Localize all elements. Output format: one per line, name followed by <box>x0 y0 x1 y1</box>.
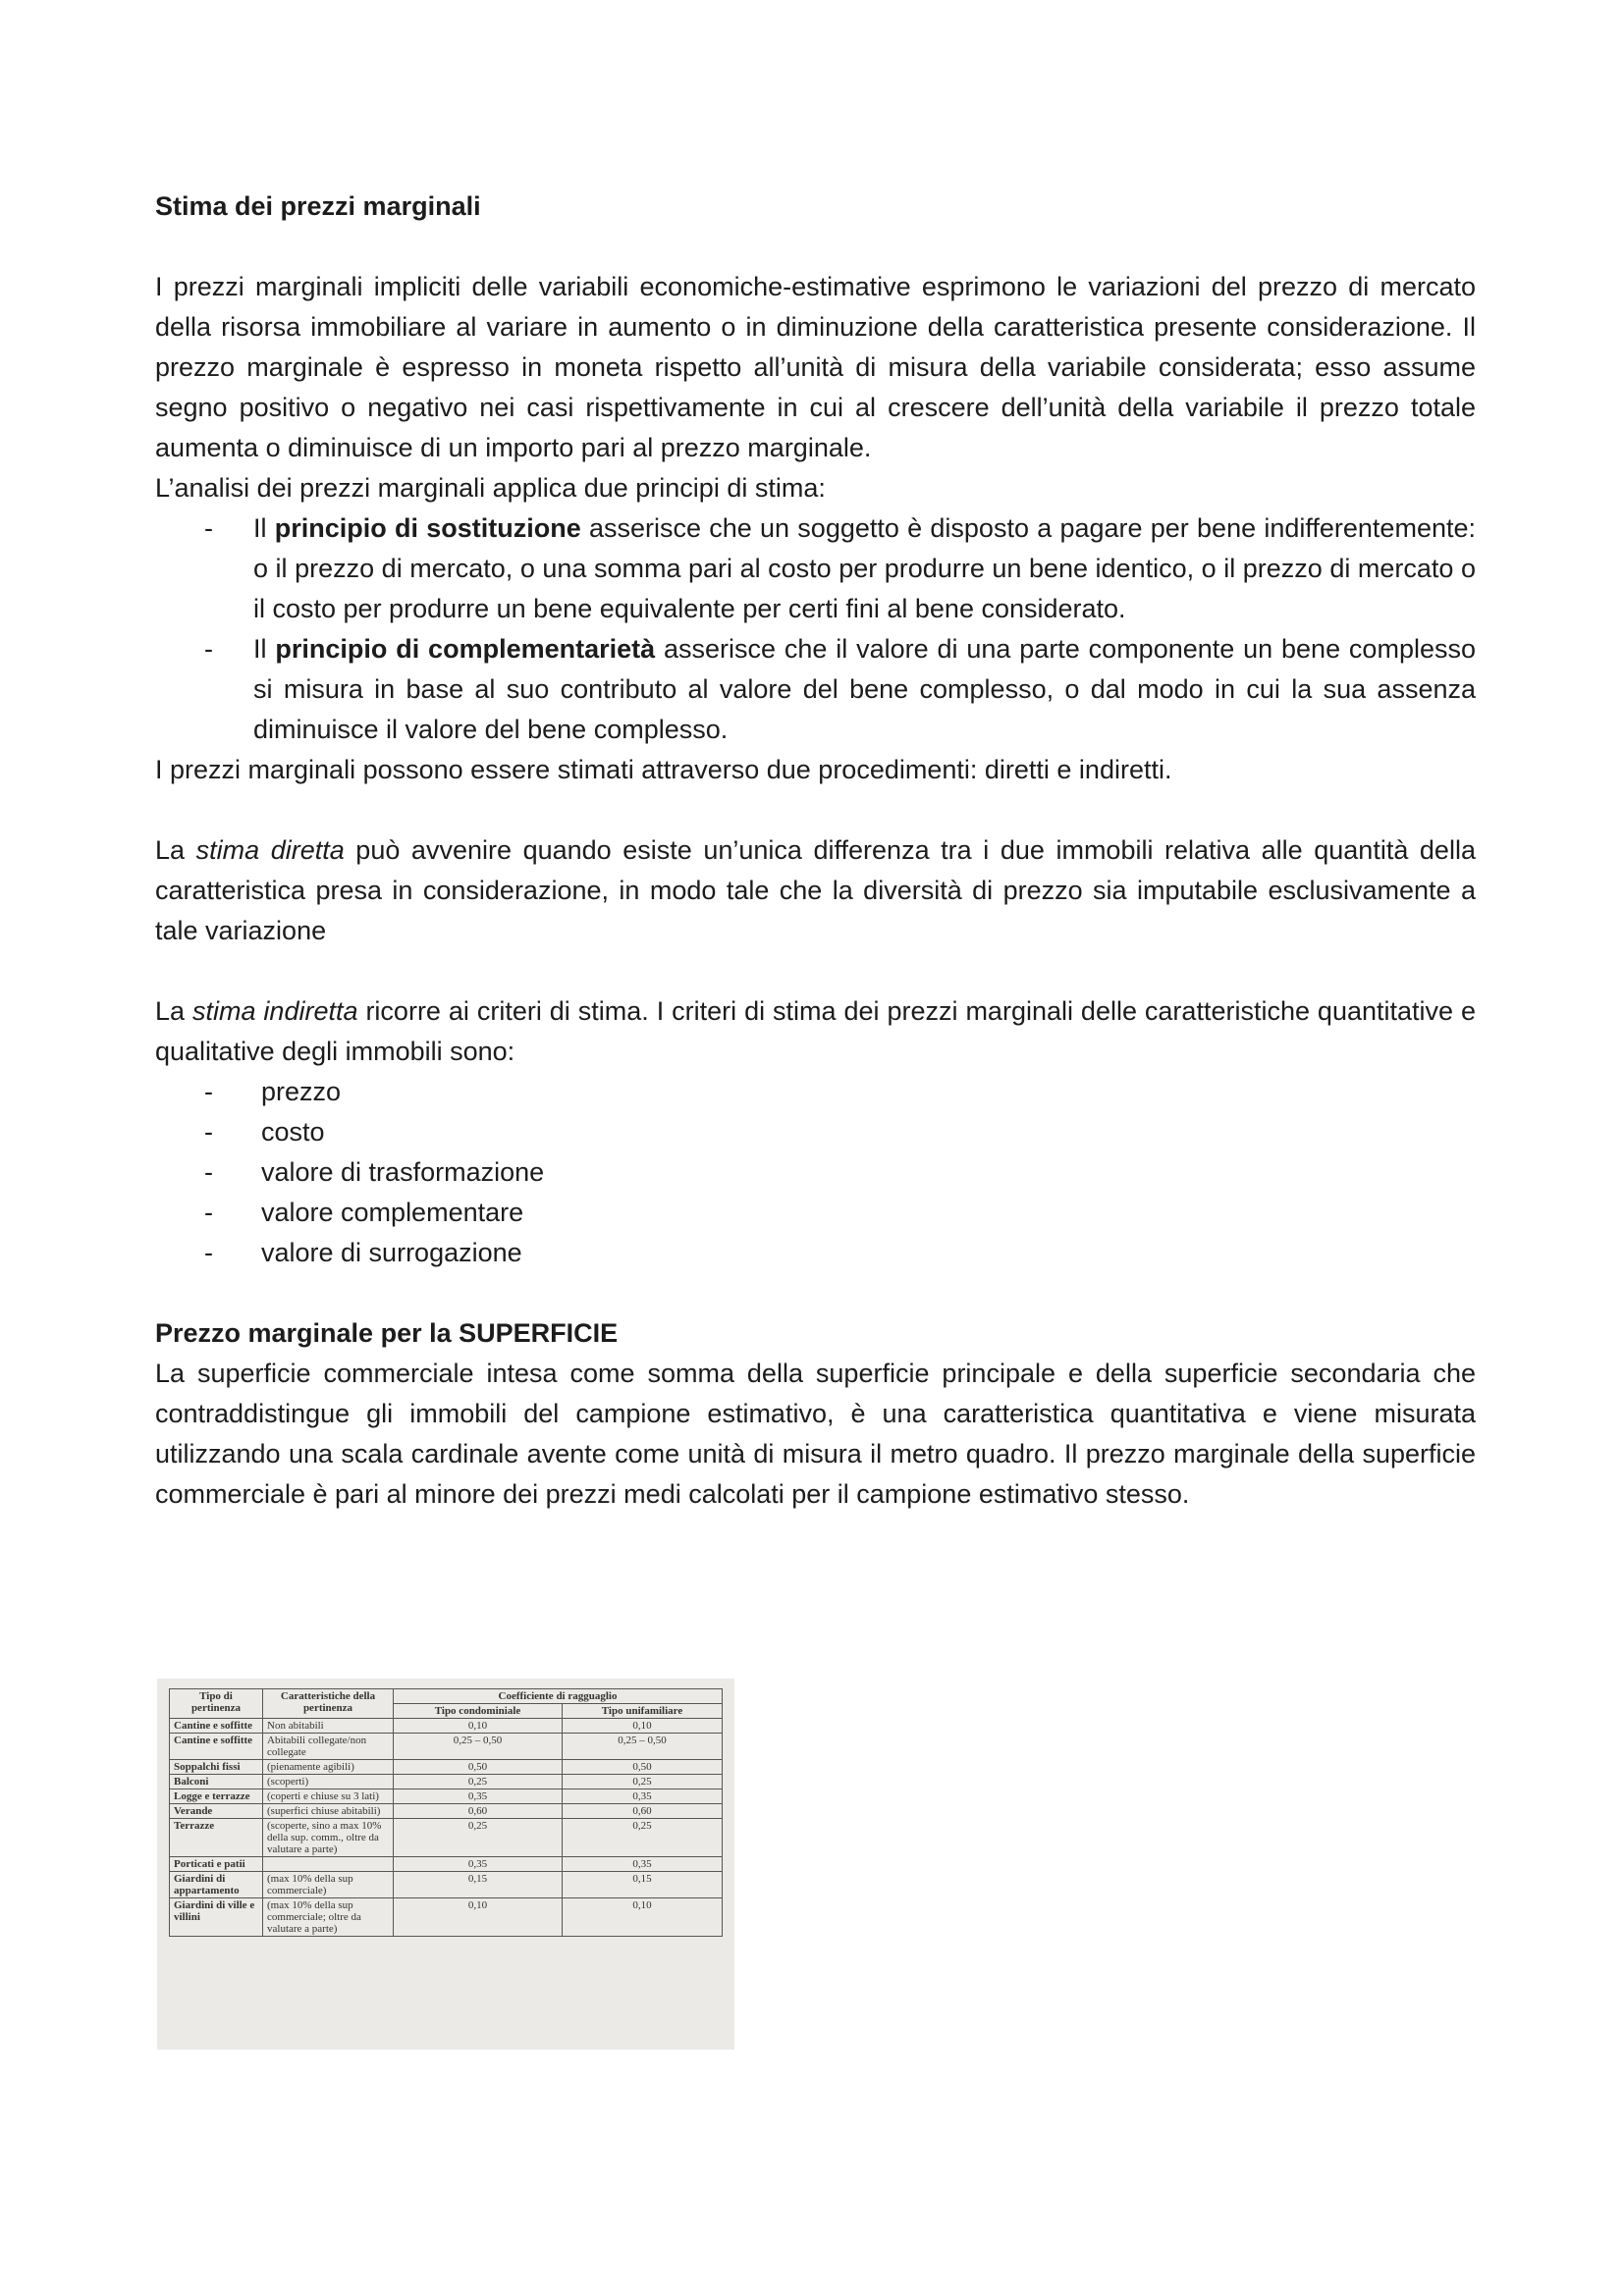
table-row: Cantine e soffitte Non abitabili 0,10 0,10 <box>170 1719 723 1734</box>
principles-list <box>155 508 1476 750</box>
header-unifamiliare: Tipo unifamiliare <box>563 1704 723 1719</box>
list-item: - costo <box>204 1117 325 1147</box>
table-row: Verande (superfici chiuse abitabili) 0,60 0,60 <box>170 1804 723 1819</box>
paragraph-superficie: La superficie commerciale intesa come somma della superficie principale e della superficie secondaria che contraddistingue gli immobili del campione estimativo, è una caratteristica quantitativa e viene misurata utilizzando una scala cardinale avente come unità di misura il metro quadro. Il prezzo marginale della superficie commerciale è pari al minore dei prezzi medi calcolati per il campione estimativo stesso. <box>155 1359 1476 1509</box>
dash-bullet: - <box>204 513 213 543</box>
table-row: Soppalchi fissi (pienamente agibili) 0,50 0,50 <box>170 1760 723 1775</box>
paragraph-intro: I prezzi marginali impliciti delle variabili economiche-estimative esprimono le variazioni del prezzo di mercato della risorsa immobiliare al variare in aumento o in diminuzione della caratteristica presente considerazione. Il prezzo marginale è espresso in moneta rispetto all’unità di misura della variabile considerata; esso assume segno positivo o negativo nei casi rispettivamente in cui al crescere dell’unità della variabile il prezzo totale aumenta o diminuisce di un importo pari al prezzo marginale. <box>155 272 1476 462</box>
criteria-list <box>155 1072 1476 1273</box>
paragraph-principi: L’analisi dei prezzi marginali applica due principi di stima: <box>155 473 826 503</box>
table-row: Logge e terrazze (coperti e chiuse su 3 lati) 0,35 0,35 <box>170 1789 723 1804</box>
list-item: - valore di surrogazione <box>204 1238 522 1267</box>
coefficient-table <box>169 1688 723 1937</box>
header-coefficiente: Coefficiente di ragguaglio <box>394 1689 723 1704</box>
section-title-superficie: Prezzo marginale per la SUPERFICIE <box>155 1318 619 1348</box>
list-item: - valore di trasformazione <box>204 1157 545 1187</box>
table-row: Cantine e soffitte Abitabili collegate/non collegate 0,25 – 0,50 0,25 – 0,50 <box>170 1734 723 1760</box>
list-item: - prezzo <box>204 1077 342 1106</box>
paragraph-stima-diretta: La stima diretta può avvenire quando esiste un’unica differenza tra i due immobili relativa alle quantità della caratteristica presa in considerazione, in modo tale che la diversità di prezzo sia imputabile esclusivamente a tale variazione <box>155 835 1476 945</box>
list-item: - Il principio di complementarietà asserisce che il valore di una parte componente un bene complesso si misura in base al suo contributo al valore del bene complesso, o dal modo in cui la sua assenza diminuisce il valore del bene complesso. <box>155 629 1476 750</box>
paragraph-procedimenti: I prezzi marginali possono essere stimati attraverso due procedimenti: diretti e indiretti. <box>155 755 1172 784</box>
dash-bullet: - <box>204 634 213 664</box>
table-row: Terrazze (scoperte, sino a max 10% della sup. comm., oltre da valutare a parte) 0,25 0,25 <box>170 1819 723 1857</box>
header-tipo: Tipo di pertinenza <box>170 1689 263 1719</box>
header-caratteristiche: Caratteristiche della pertinenza <box>263 1689 394 1719</box>
table-row: Giardini di ville e villini (max 10% della sup commerciale; oltre da valutare a parte) 0,10 0,10 <box>170 1898 723 1937</box>
header-condominiale: Tipo condominiale <box>394 1704 563 1719</box>
coefficient-table-image <box>157 1679 734 2050</box>
principle-term: principio di complementarietà <box>275 634 656 664</box>
table-row: Porticati e patii 0,35 0,35 <box>170 1857 723 1872</box>
list-item: - valore complementare <box>204 1198 524 1227</box>
principle-term: principio di sostituzione <box>274 513 581 543</box>
document-page <box>155 187 1476 1515</box>
paragraph-stima-indiretta: La stima indiretta ricorre ai criteri di stima. I criteri di stima dei prezzi marginali delle caratteristiche quantitative e qualitative degli immobili sono: <box>155 996 1476 1066</box>
list-item: - Il principio di sostituzione asserisce che un soggetto è disposto a pagare per bene indifferentemente: o il prezzo di mercato, o una somma pari al costo per produrre un bene identico, o il prezzo di mercato o il costo per produrre un bene equivalente per certi fini al bene considerato. <box>155 508 1476 629</box>
table-row: Balconi (scoperti) 0,25 0,25 <box>170 1775 723 1789</box>
table-row: Giardini di appartamento (max 10% della sup commerciale) 0,15 0,15 <box>170 1872 723 1898</box>
section-title-prezzi-marginali: Stima dei prezzi marginali <box>155 191 481 221</box>
